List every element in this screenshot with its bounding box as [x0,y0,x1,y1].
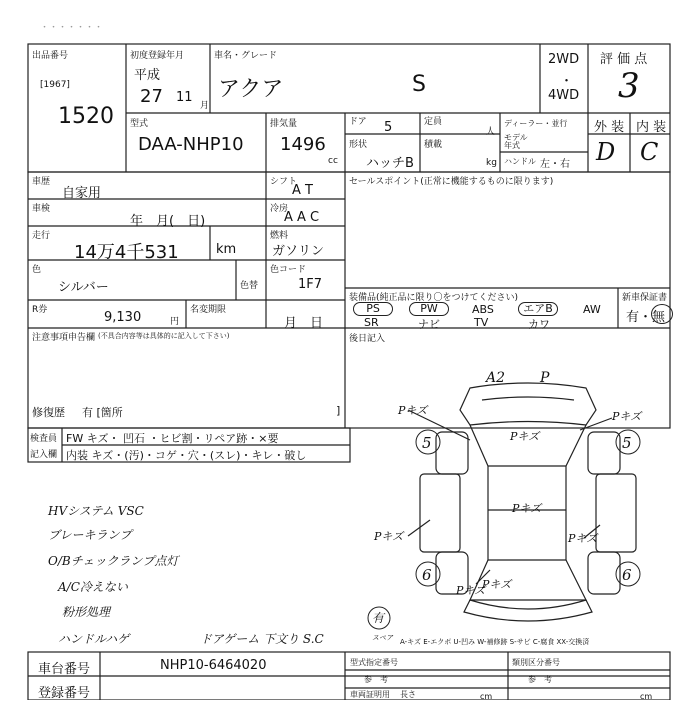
capacity-label: 定員 [424,117,443,127]
diagram-mark: Pキズ [456,584,486,597]
exterior-grade: D [596,138,616,166]
shaken-label: 車検 [32,204,51,214]
diagram-mark: Pキズ [612,410,642,423]
equip-aw: AW [583,303,601,316]
door-label: ドア [349,117,367,127]
inspector-label-2: 記入欄 [30,450,58,460]
doors-value: 5 [384,120,393,135]
diagram-mark: Pキズ [568,532,598,545]
name-change-label: 名変期限 [190,305,227,315]
diagram-mark: Pキズ [482,578,512,591]
color-value: シルバー [58,280,109,295]
dealer-label: ディーラー・並行 [504,119,568,128]
ac-value: A A C [284,210,320,225]
handwritten-note: A/C冷えない [58,580,128,594]
warranty-label: 新車保証書 [622,293,668,303]
score-value: 3 [618,66,640,106]
diagram-mark: 6 [422,566,432,584]
score-label: 評 価 点 [600,52,648,67]
handle-label: ハンドル [504,157,536,166]
top-faded-line: ・・・・・・・ [40,23,104,33]
mileage-value: 14万4千531 [74,242,179,263]
chassis-value: NHP10-6464020 [160,658,267,673]
inspector-row-1: FW キズ・ 凹石 ・ヒビ割・リペア跡・×要 [66,432,279,445]
cm-unit: cm [480,692,493,701]
length-label: 長さ [400,690,416,699]
diagram-mark: スペア [372,634,393,642]
ref-label: 参 考 [364,675,388,684]
displacement-label: 排気量 [270,119,298,129]
cm-unit: cm [640,692,653,701]
recycle-value: 9,130 [104,310,142,325]
sales-points-label: セールスポイント(正常に機能するものに限ります) [349,177,554,187]
lot-number: 1520 [58,104,114,129]
inspector-label-1: 検査員 [30,434,58,444]
lot-label: 出品番号 [32,51,69,61]
name-change-value: 月 日 [284,316,324,331]
equip-leather: カワ [528,318,550,331]
cc-unit: cc [328,156,338,166]
drive-2wd: 2WD [548,52,580,67]
shaken-value: 年 月( 日) [130,214,206,229]
name-label: 車名・グレード [214,51,278,61]
inspector-row-2: 内装 キズ・(汚)・コゲ・穴・(スレ)・キレ・破し [66,449,307,462]
fuel-value: ガソリン [272,244,325,259]
repair-bracket: ] [336,404,341,417]
kg-unit: kg [486,158,497,168]
load-label: 積載 [424,140,443,150]
diagram-mark: 5 [422,434,432,452]
reg-year: 27 [140,86,163,107]
handle-value: 左・右 [540,159,570,170]
ref-label: 参 考 [528,675,552,684]
color-code-label: 色コード [270,265,307,275]
class-label: 類別区分番号 [512,658,560,667]
drive-dot: ・ [560,74,574,89]
color-label: 色 [32,265,42,275]
declaration-sub: (不具合内容等は具体的に記入して下さい) [98,332,230,340]
era: 平成 [134,68,161,83]
chassis-label: 車台番号 [38,662,91,677]
month-unit: 月 [200,101,210,111]
handwritten-note: HVシステム VSC [48,504,144,518]
grade: S [412,72,426,97]
diagram-mark: Pキズ [510,430,540,443]
displacement-value: 1496 [280,134,326,155]
equip-airbag: エアB [518,302,558,316]
history-label: 車歴 [32,177,51,187]
diagram-mark: A2 [486,370,506,386]
repair-value: 有 [箇所 [82,406,123,419]
interior-grade: C [640,138,659,166]
shape-value: ハッチB [366,156,414,171]
fuel-label: 燃料 [270,231,289,241]
handwritten-note: ハンドルハゲ [58,632,130,646]
registration-label: 登録番号 [38,686,91,701]
car-name: アクア [218,77,284,102]
diagram-mark: Pキズ [512,502,542,515]
handwritten-note: ブレーキランプ [48,528,132,542]
ac-label: 冷房 [270,204,289,214]
rear-label: 後日記入 [349,334,386,344]
type-cert-label: 型式指定番号 [350,658,398,667]
handwritten-note: O/Bチェックランプ点灯 [48,554,179,568]
color-code-value: 1F7 [298,277,323,292]
diagram-mark: 有 [372,611,385,625]
mileage-label: 走行 [32,231,51,241]
exterior-label: 外 装 [594,120,625,135]
equip-sr: SR [364,316,379,329]
reg-year-label: 初度登録年月 [130,51,185,61]
diagram-legend: A-キズ E-エクボ U-凹み W-補修跡 S-サビ C-腐食 XX-交換済 [400,638,590,646]
diagram-mark: Pキズ [398,404,428,417]
equip-tv: TV [474,316,489,329]
diagram-mark: 5 [622,434,632,452]
recycle-label: R券 [32,305,48,315]
equip-navi: ナビ [418,318,440,331]
declaration-label: 注意事項申告欄 [32,333,96,343]
lot-sub: [1967] [40,80,70,90]
repair-label: 修復歴 [32,406,65,419]
shift-label: シフト [270,177,298,187]
history-value: 自家用 [62,186,102,201]
shift-value: A T [292,183,313,198]
model-year-label: モデル 年式 [504,133,528,150]
reg-month: 11 [176,90,193,105]
model-label: 型式 [130,119,149,129]
model-value: DAA-NHP10 [138,134,244,155]
shape-label: 形状 [349,140,368,150]
diagram-mark: P [540,370,550,386]
handwritten-note: 粉形処理 [62,605,111,619]
diagram-mark: 6 [622,566,632,584]
size-label: 車両証明用 [350,690,390,699]
interior-label: 内 装 [636,120,667,135]
yen-unit: 円 [170,317,180,327]
diagram-mark: Pキズ [374,530,404,543]
equip-pw: PW [409,302,449,316]
equipment-label: 装備品(純正品に限り〇をつけてください) [349,293,519,303]
km-unit: km [216,242,237,257]
drive-4wd: 4WD [548,88,580,103]
equip-ps: PS [353,302,393,316]
handwritten-note: ドアゲーム 下文り S.C [200,632,324,646]
person-unit: 人 [486,127,496,137]
warranty-value: 有・無 [626,310,666,325]
equip-abs: ABS [472,303,494,316]
color-change-label: 色替 [240,281,259,291]
